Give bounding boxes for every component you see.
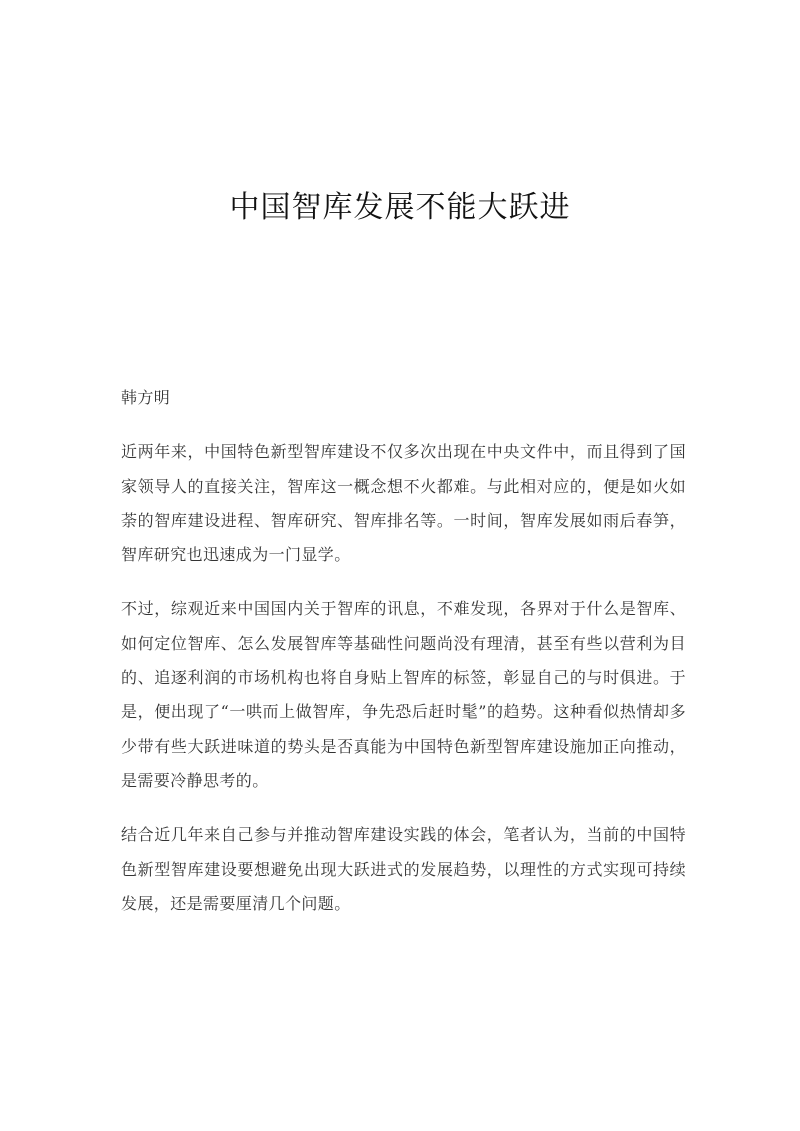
document-title: 中国智库发展不能大跃进 bbox=[229, 190, 571, 225]
paragraph-2: 不过，综观近来中国国内关于智库的讯息，不难发现，各界对于什么是智库、如何定位智库、怎么发展智库等基础性问题尚没有理清，甚至有些以营利为目的、追逐利润的市场机构也将自身贴上智库的标签，彰显自己的与时俱进。于是，便出现了“一哄而上做智库，争先恐后赶时髦”的趋势。这种看似热情却多少带有些大跃进味道的势头是否真能为中国特色新型智库建设施加正向推动，是需要冷静思考的。 bbox=[121, 599, 686, 790]
author-name: 韩方明 bbox=[121, 388, 171, 407]
paragraph-1: 近两年来，中国特色新型智库建设不仅多次出现在中央文件中，而且得到了国家领导人的直接关注，智库这一概念想不火都难。与此相对应的，便是如火如荼的智库建设进程、智库研究、智库排名等。一时间，智库发展如雨后春笋，智库研究也迅速成为一门显学。 bbox=[121, 442, 686, 565]
paragraph-3: 结合近几年来自己参与并推动智库建设实践的体会，笔者认为，当前的中国特色新型智库建设要想避免出现大跃进式的发展趋势，以理性的方式实现可持续发展，还是需要厘清几个问题。 bbox=[121, 825, 686, 913]
document-body bbox=[121, 381, 686, 941]
